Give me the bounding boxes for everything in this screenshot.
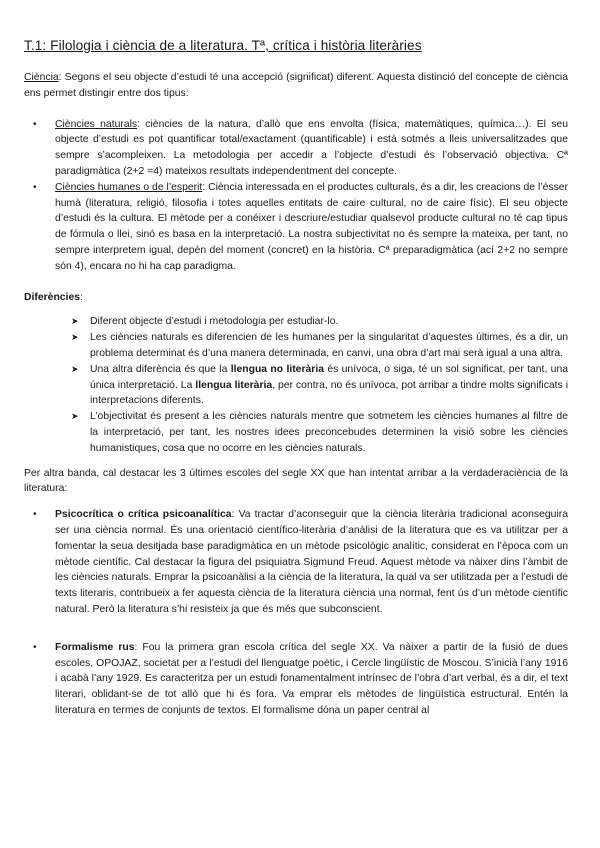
- arrow-bullet-icon: ➤: [71, 363, 79, 374]
- bullet-icon: •: [33, 641, 37, 653]
- differences-heading: [24, 290, 568, 306]
- bullet-icon: •: [33, 509, 37, 521]
- difference-bold-term: llengua literària: [195, 379, 273, 391]
- bullet-icon: •: [33, 118, 37, 130]
- list-item: [24, 362, 568, 409]
- list-item: [24, 180, 568, 275]
- list-item: [24, 117, 568, 180]
- school-text: : Va tractar d’aconseguir que la ciència literària tradicional aconseguira ser una ciència normal. És una orientació científico-literària d’anàlisi de la literatura que es va utilitzar per a fomentar la seua desitjada base paradigmàtica en un mètode psicològic analític, considerat en l’època com un mètode científic. Cal destacar la figura del psiquiatra Sigmund Freud. Aquest mètode va nàixer dins l’àmbit de les ciències naturals. Emprar la psicoanàlisi a la ciència de la literatura, la qual va ser utilitzada per a l’estudi de texts literaris, contribueix a fer aquesta ciència de la literatura ciència una normal, fent ús d’un mètode científic natural. Però la literatura s’hi resisteix ja que és més que subconscient.: [55, 509, 568, 615]
- document-title: T.1: Filologia i ciència de a literatura. Tª, crítica i història literàries: [24, 38, 422, 53]
- science-type-term: Ciències naturals: [55, 118, 138, 130]
- list-item: [24, 507, 568, 618]
- list-item: [24, 409, 568, 456]
- differences-heading-suffix: :: [80, 291, 83, 303]
- intro-paragraph: [24, 70, 568, 102]
- school-name: Formalisme rus: [55, 641, 135, 653]
- difference-text: , per contra, no és unívoca, pot arribar a tindre molts significats i interpretacions diferents.: [90, 379, 569, 407]
- difference-text: Una altra diferència és que la: [90, 363, 231, 375]
- intro-term: Ciència: [24, 72, 59, 83]
- science-type-term: Ciències humanes o de l’esperit: [55, 181, 203, 193]
- schools-intro-paragraph: Per altra banda, cal destacar les 3 últimes escoles del segle XX que han intentat arribar a la verdaderaciència de la literatura:: [24, 467, 568, 495]
- list-item: [24, 640, 568, 719]
- bullet-icon: •: [33, 181, 37, 193]
- differences-list: [24, 314, 568, 456]
- arrow-bullet-icon: ➤: [71, 332, 79, 343]
- differences-heading-label: Diferències: [24, 291, 81, 303]
- list-item: [24, 314, 568, 330]
- difference-text: L’objectivitat és present a les ciències naturals mentre que sotmetem les ciències humanes al filtre de la interpretació, per tant, les nostres idees preconcebudes determinen la visió sobre les ciències humanistiques, cosa que no ocorre en les ciències naturals.: [90, 411, 568, 454]
- list-item: [24, 330, 568, 362]
- difference-bold-term: llengua no literària: [230, 363, 324, 375]
- difference-text: és unívoca, o siga, té un sol significat, per tant, una única interpretació. La: [90, 363, 569, 391]
- arrow-bullet-icon: ➤: [71, 316, 79, 327]
- science-type-text: : Ciència interessada en el productes culturals, és a dir, les creacions de l’ésser humà (literatura, religió, filosofia i totes aquelles entitats de caire cultural, no de caire físic). El seu objecte d’estudi és la cultura. El mètode per a conéixer i descriure/estudiar qualsevol producte cultural no té cap tipus de fórmula o llei, sinó es basa en la interpretació. La nostra subjectivitat no és sempre la mateixa, per tant, no sempre interpretem igual, depèn del moment (concret) en la història. Cª preparadigmàtica (ací 2+2 no sempre són 4), encara no hi ha cap paradigma.: [55, 181, 568, 272]
- difference-text: Diferent objecte d’estudi i metodologia per estudiar-lo.: [90, 316, 339, 328]
- arrow-bullet-icon: ➤: [71, 411, 79, 422]
- science-type-text: : ciències de la natura, d’allò que ens envolta (física, matemàtiques, química…). El seu objecte d’estudi es pot quantificar total/exactament (quantificable) i està sotmés a lleis universalitzades que sempre s’acompleixen. La metodologia per accedir a l’objecte d’estudi és l’observació objectiva. Cª paradigmàtica (2+2 =4) mateixos resultats independentment del concepte.: [55, 118, 568, 177]
- schools-list: [24, 507, 568, 719]
- difference-text: Les ciències naturals es diferencien de les humanes per la singularitat d’aquestes últimes, és a dir, un problema determinat és d’una manera determinada, en canvi, una obra d’art mai serà igual a una altra.: [90, 332, 568, 359]
- intro-text: : Segons el seu objecte d’estudi té una accepció (significat) diferent. Aquesta distinció del concepte de ciència ens permet distingir entre dos tipus:: [24, 72, 568, 99]
- science-types-list: [24, 117, 568, 275]
- school-text: : Fou la primera gran escola crítica del segle XX. Va nàixer a partir de la fusió de dues escoles, OPOJAZ, societat per a l’estudi del llenguatge poètic, i Cercle lingüístic de Moscou. S’inicià l’any 1916 i acabà l’any 1929. Es caracteritza per un estudi fonamentalment intrínsec de l’obra d’art verbal, és a dir, el text literari, oblidant-se de tot allò que hi és fora. Va emprar els mètodes de lingüística estructural. Entén la literatura en termes de conjunts de textos. El formalisme dóna un paper central al: [55, 641, 568, 716]
- school-name: Psicocrítica o crítica psicoanalítica: [55, 509, 232, 521]
